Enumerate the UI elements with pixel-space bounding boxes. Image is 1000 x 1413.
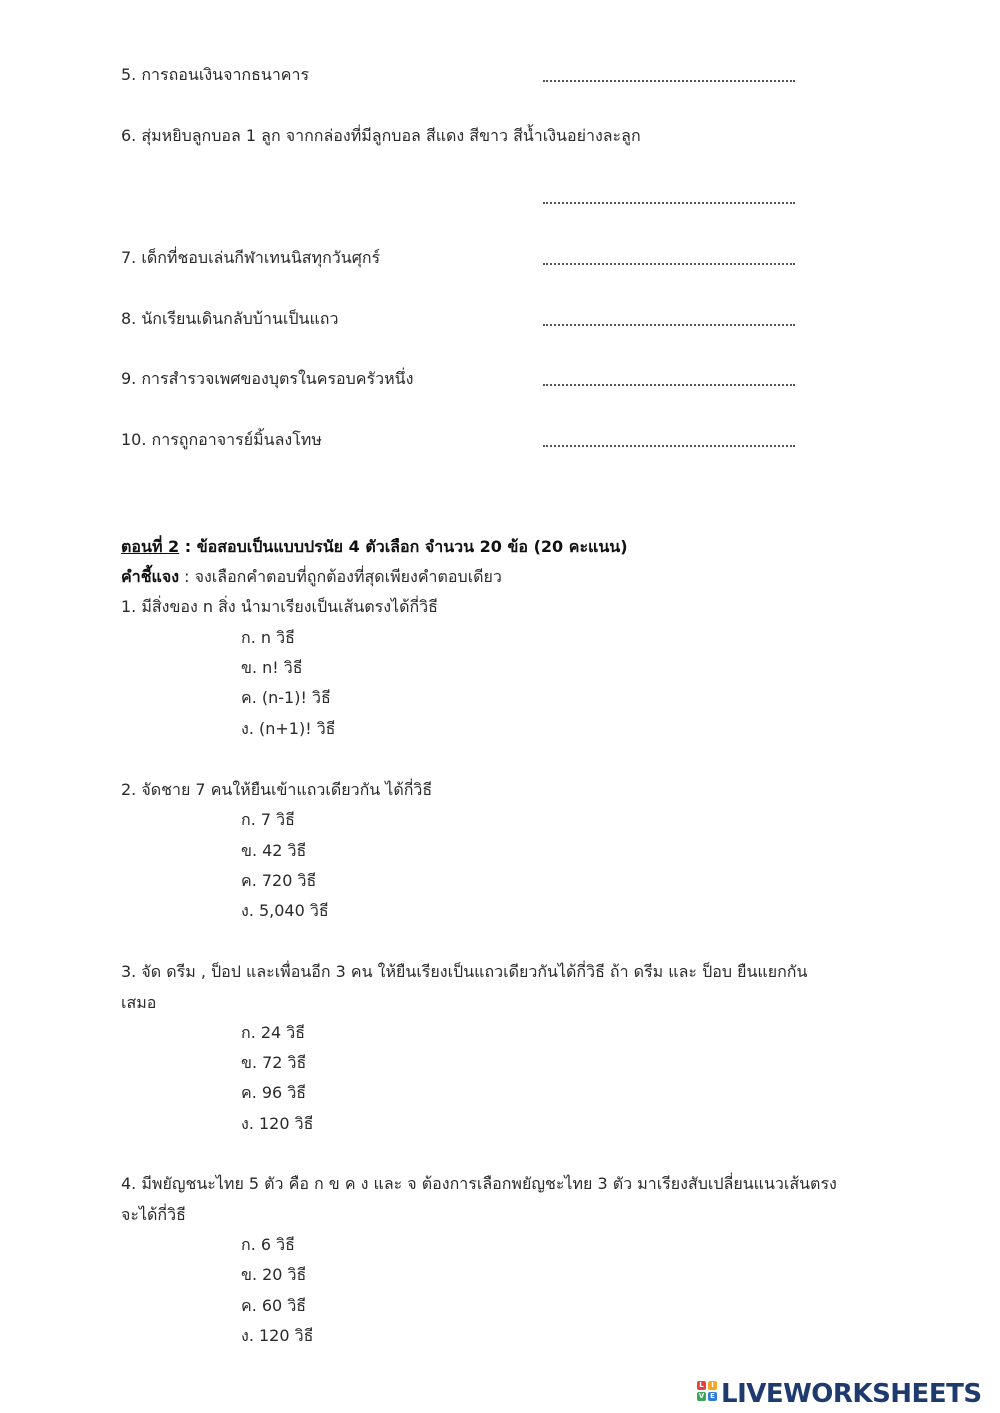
- answer-blank-8[interactable]: [543, 324, 795, 326]
- item-5-text: 5. การถอนเงินจากธนาคาร: [121, 65, 310, 84]
- answer-blank-7[interactable]: [543, 263, 795, 265]
- logo-block-l: L: [697, 1381, 706, 1390]
- answer-blank-6[interactable]: [543, 202, 795, 204]
- part2-description: : ข้อสอบเป็นแบบปรนัย 4 ตัวเลือก จำนวน 20 ข้อ (20 คะแนน): [179, 537, 628, 556]
- question-4-text-line1: 4. มีพยัญชนะไทย 5 ตัว คือ ก ข ค ง และ จ ต้องการเลือกพยัญชะไทย 3 ตัว มาเรียงสับเปลี่ยนแนวเส้นตรง: [121, 1174, 837, 1193]
- item-9-text: 9. การสำรวจเพศของบุตรในครอบครัวหนึ่ง: [121, 369, 414, 388]
- answer-blank-10[interactable]: [543, 445, 795, 447]
- item-6-text: 6. สุ่มหยิบลูกบอล 1 ลูก จากกล่องที่มีลูกบอล สีแดง สีขาว สีน้ำเงินอย่างละลูก: [121, 126, 641, 145]
- question-3-option-a[interactable]: ก. 24 วิธี: [241, 1023, 306, 1042]
- logo-block-i: I: [708, 1381, 717, 1390]
- question-4-option-c[interactable]: ค. 60 วิธี: [241, 1296, 307, 1315]
- question-4-option-b[interactable]: ข. 20 วิธี: [241, 1265, 307, 1284]
- answer-blank-5[interactable]: [543, 80, 795, 82]
- question-1-option-a[interactable]: ก. n วิธี: [241, 628, 295, 647]
- question-4-text-line2: จะได้กี่วิธี: [121, 1205, 186, 1224]
- question-4-option-a[interactable]: ก. 6 วิธี: [241, 1235, 295, 1254]
- part2-instruction: [121, 566, 502, 588]
- question-2-text: 2. จัดชาย 7 คนให้ยืนเข้าแถวเดียวกัน ได้กี่วิธี: [121, 780, 433, 799]
- question-3-option-c[interactable]: ค. 96 วิธี: [241, 1083, 307, 1102]
- part2-header: [121, 536, 628, 558]
- item-10-text: 10. การถูกอาจารย์มิ้นลงโทษ: [121, 430, 322, 449]
- item-7-text: 7. เด็กที่ชอบเล่นกีฬาเทนนิสทุกวันศุกร์: [121, 248, 381, 267]
- answer-blank-9[interactable]: [543, 384, 795, 386]
- liveworksheets-logo-text: LIVEWORKSHEETS: [721, 1379, 982, 1409]
- logo-block-e: E: [708, 1392, 717, 1401]
- instruction-label: คำชี้แจง: [121, 567, 180, 586]
- question-1-option-d[interactable]: ง. (n+1)! วิธี: [241, 719, 336, 738]
- question-2-option-d[interactable]: ง. 5,040 วิธี: [241, 901, 329, 920]
- question-2-option-b[interactable]: ข. 42 วิธี: [241, 841, 307, 860]
- question-3-option-d[interactable]: ง. 120 วิธี: [241, 1114, 314, 1133]
- question-2-option-c[interactable]: ค. 720 วิธี: [241, 871, 317, 890]
- liveworksheets-logo: [697, 1377, 982, 1411]
- question-1-text: 1. มีสิ่งของ n สิ่ง นำมาเรียงเป็นเส้นตรงได้กี่วิธี: [121, 597, 438, 616]
- question-4-option-d[interactable]: ง. 120 วิธี: [241, 1326, 314, 1345]
- part2-label: ตอนที่ 2: [121, 537, 180, 556]
- question-3-option-b[interactable]: ข. 72 วิธี: [241, 1053, 307, 1072]
- logo-block-v: V: [698, 1392, 705, 1400]
- item-8-text: 8. นักเรียนเดินกลับบ้านเป็นแถว: [121, 309, 339, 328]
- liveworksheets-logo-icon: [697, 1379, 719, 1409]
- question-3-text-line2: เสมอ: [121, 993, 157, 1012]
- question-1-option-b[interactable]: ข. n! วิธี: [241, 658, 303, 677]
- instruction-text: : จงเลือกคำตอบที่ถูกต้องที่สุดเพียงคำตอบเดียว: [179, 567, 502, 586]
- question-1-option-c[interactable]: ค. (n-1)! วิธี: [241, 688, 331, 707]
- question-2-option-a[interactable]: ก. 7 วิธี: [241, 810, 295, 829]
- question-3-text-line1: 3. จัด ดรีม , ป็อป และเพื่อนอีก 3 คน ให้ยืนเรียงเป็นแถวเดียวกันได้กี่วิธี ถ้า ดรีม และ ป็อบ ยืนแยกกัน: [121, 962, 808, 981]
